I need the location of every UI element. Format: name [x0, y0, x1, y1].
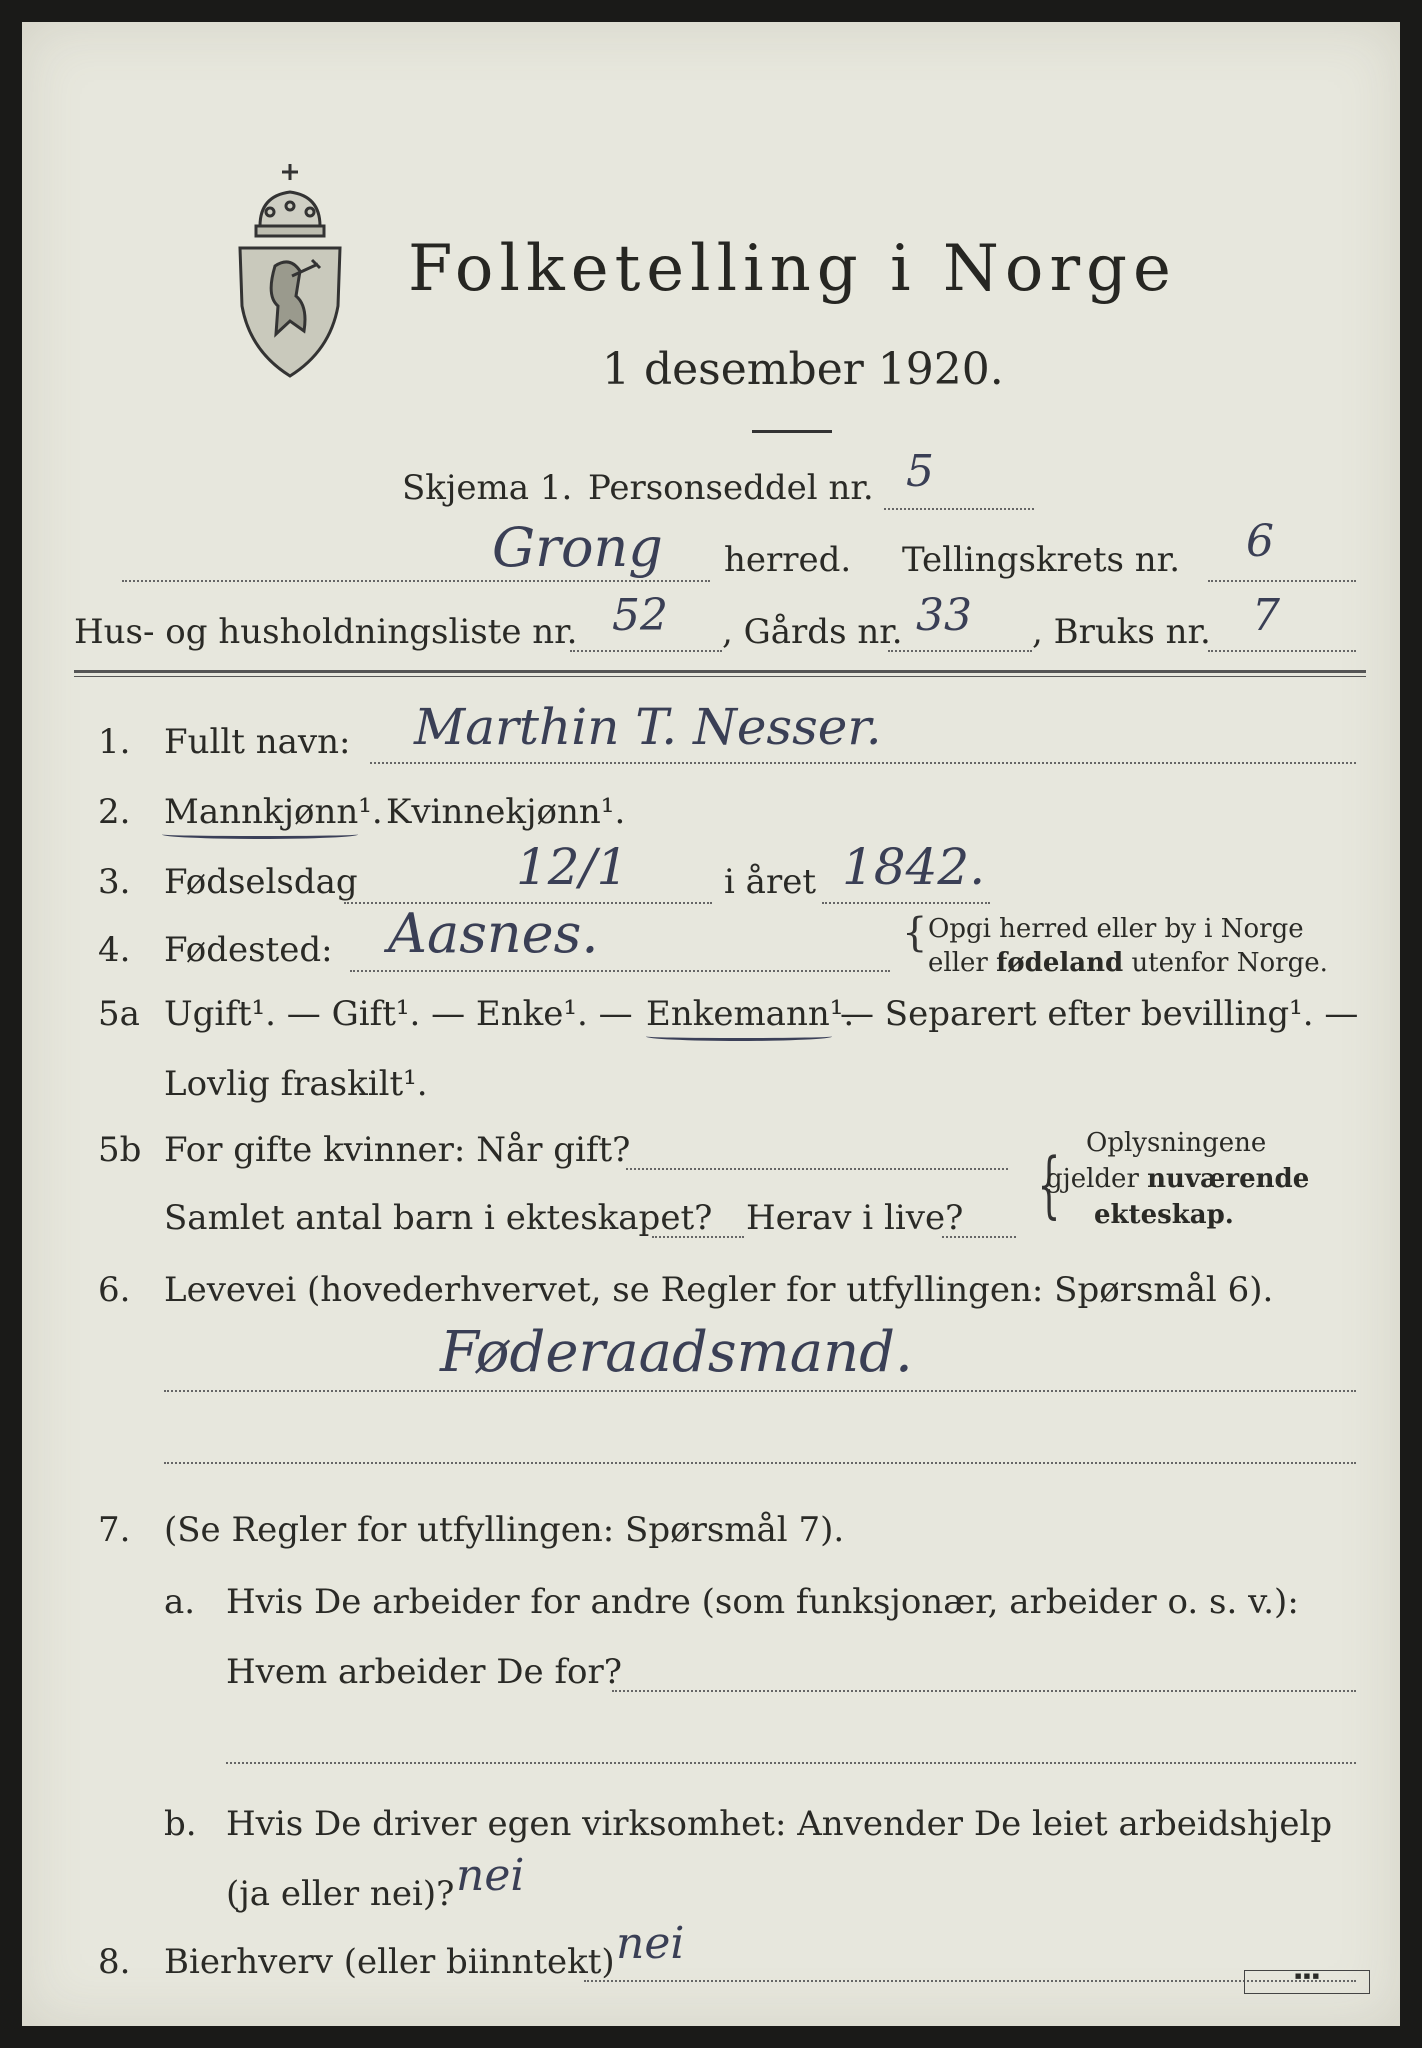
q8-line — [584, 1980, 1356, 1982]
q6-occupation-value[interactable]: Føderaadsmand. — [440, 1320, 913, 1385]
q4-note-pre: eller — [928, 948, 988, 978]
q1-line — [370, 762, 1356, 764]
q5b-note-brace: { — [1037, 1142, 1061, 1226]
q1-full-name-value[interactable]: Marthin T. Nesser. — [414, 698, 882, 756]
q8-number: 8. — [98, 1942, 131, 1982]
q7b-answer-value[interactable]: nei — [456, 1850, 525, 1901]
q6-line1 — [164, 1390, 1356, 1392]
q7a-question: Hvem arbeider De for? — [226, 1652, 622, 1692]
q5a-options-c[interactable]: — Separert efter bevilling¹. — — [840, 994, 1359, 1034]
person-nr-value[interactable]: 5 — [906, 446, 934, 497]
form-date: 1 desember 1920. — [602, 344, 1004, 395]
q2-male-option[interactable]: Mannkjønn¹. — [164, 792, 383, 832]
q7a-number: a. — [164, 1582, 196, 1622]
header-rule-thin — [74, 676, 1366, 677]
hus-nr-value[interactable]: 52 — [612, 590, 668, 641]
q7-number: 7. — [98, 1510, 131, 1550]
q4-note-bold: fødeland — [996, 948, 1124, 978]
q5b-alive-line — [942, 1236, 1016, 1238]
q3-year-label: i året — [724, 862, 816, 902]
hus-line — [570, 650, 722, 652]
q2-male-underline — [162, 830, 358, 839]
q4-note-line1: Opgi herred eller by i Norge — [928, 914, 1304, 944]
q5b-number: 5b — [98, 1130, 142, 1170]
q4-label: Fødested: — [164, 930, 333, 970]
herred-line — [122, 580, 710, 582]
q5b-note2 — [1046, 1164, 1309, 1194]
q3-year-line — [822, 902, 990, 904]
herred-value[interactable]: Grong — [492, 516, 663, 579]
gards-nr-value[interactable]: 33 — [916, 590, 972, 641]
q7a-text: Hvis De arbeider for andre (som funksjonær, arbeider o. s. v.): — [226, 1582, 1299, 1622]
krets-label: Tellingskrets nr. — [902, 540, 1181, 580]
q7b-text: Hvis De driver egen virksomhet: Anvender De leiet arbeidshjelp — [226, 1804, 1333, 1844]
q7-label: (Se Regler for utfyllingen: Spørsmål 7). — [164, 1510, 845, 1550]
q5a-options-line2[interactable]: Lovlig fraskilt¹. — [164, 1064, 428, 1104]
q6-number: 6. — [98, 1270, 131, 1310]
bruks-nr-value[interactable]: 7 — [1252, 590, 1280, 641]
q5a-enkemann-underline — [646, 1032, 832, 1041]
q7b-question: (ja eller nei)? — [226, 1874, 455, 1914]
q5b-married-line — [626, 1168, 1008, 1170]
printer-stamp-icon: ■ ■ ■ — [1244, 1970, 1370, 1994]
q4-line — [350, 970, 890, 972]
q4-note-brace: { — [902, 910, 928, 956]
q2-female-option[interactable]: Kvinnekjønn¹. — [386, 792, 626, 832]
q7a-line2 — [226, 1762, 1356, 1764]
q4-number: 4. — [98, 930, 131, 970]
census-form-page — [22, 22, 1400, 2026]
q5b-line1: For gifte kvinner: Når gift? — [164, 1130, 631, 1170]
header-rule — [74, 670, 1366, 673]
q7b-number: b. — [164, 1804, 197, 1844]
q5b-note2-bold: nuværende — [1147, 1164, 1310, 1194]
q5b-note3: ekteskap. — [1094, 1200, 1234, 1230]
q5b-note1: Oplysningene — [1086, 1128, 1267, 1158]
bruks-label: , Bruks nr. — [1032, 612, 1211, 652]
q2-number: 2. — [98, 792, 131, 832]
person-label: Personseddel nr. — [588, 468, 874, 508]
bruks-line — [1208, 650, 1356, 652]
q4-note-line2 — [928, 948, 1328, 978]
q3-number: 3. — [98, 862, 131, 902]
krets-nr-value[interactable]: 6 — [1246, 516, 1274, 567]
gards-line — [888, 650, 1032, 652]
q3-birthday-value[interactable]: 12/1 — [516, 838, 629, 896]
q5a-enkemann-option[interactable]: Enkemann¹. — [646, 994, 855, 1034]
q1-label: Fullt navn: — [164, 722, 351, 762]
q5a-number: 5a — [98, 994, 140, 1034]
gards-label: , Gårds nr. — [722, 612, 903, 652]
norwegian-coat-of-arms-icon — [230, 156, 350, 386]
q5b-line2b: Herav i live? — [746, 1198, 964, 1238]
q8-answer-value[interactable]: nei — [616, 1918, 685, 1969]
q3-label: Fødselsdag — [164, 862, 358, 902]
q5b-note2-pre: gjelder — [1046, 1164, 1139, 1194]
q1-number: 1. — [98, 722, 131, 762]
q5a-options-a[interactable]: Ugift¹. — Gift¹. — Enke¹. — — [164, 994, 633, 1034]
q6-label: Levevei (hovederhvervet, se Regler for utfyllingen: Spørsmål 6). — [164, 1270, 1274, 1310]
q6-line2 — [164, 1462, 1356, 1464]
q8-label: Bierhverv (eller biinntekt) — [164, 1942, 615, 1982]
q4-birthplace-value[interactable]: Aasnes. — [388, 902, 599, 965]
schema-label: Skjema 1. — [402, 468, 573, 508]
q5b-children-line — [652, 1236, 744, 1238]
person-nr-line — [884, 508, 1034, 510]
krets-line — [1208, 580, 1356, 582]
form-title: Folketelling i Norge — [408, 232, 1177, 306]
herred-label: herred. — [724, 540, 852, 580]
q3-year-value[interactable]: 1842. — [842, 838, 986, 896]
q7a-line1 — [612, 1690, 1356, 1692]
q5b-line2a: Samlet antal barn i ekteskapet? — [164, 1198, 713, 1238]
q4-note-post: utenfor Norge. — [1131, 948, 1328, 978]
hus-label: Hus- og husholdningsliste nr. — [74, 612, 578, 652]
title-divider — [752, 430, 832, 433]
